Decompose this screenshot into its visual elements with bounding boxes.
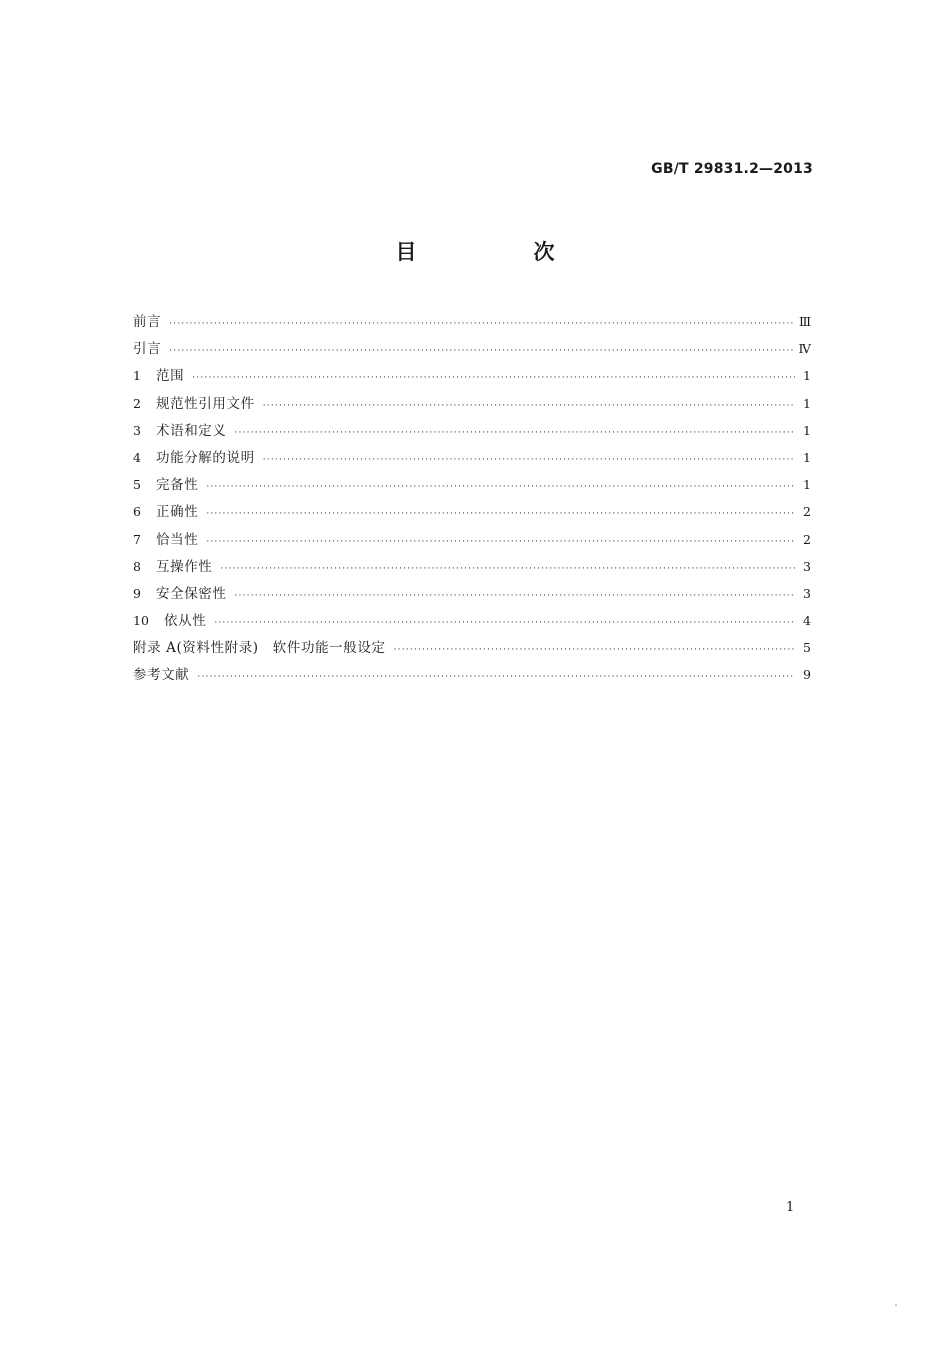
toc-dot-leader bbox=[197, 664, 795, 691]
toc-entry-page: 1 bbox=[803, 368, 811, 384]
toc-entry-number: 3 bbox=[133, 422, 141, 438]
toc-entry-number: 8 bbox=[133, 558, 141, 574]
toc-entry-label: 依从性 bbox=[164, 613, 207, 630]
toc-entry-label: 参考文献 bbox=[133, 667, 190, 684]
standard-code: GB/T 29831.2—2013 bbox=[651, 161, 813, 177]
toc-entry-page: Ⅲ bbox=[798, 314, 811, 329]
toc-dot-leader bbox=[220, 556, 795, 583]
toc-dot-leader bbox=[169, 338, 792, 365]
toc-entry-label: 正确性 bbox=[156, 504, 199, 521]
toc-entry-terms-definitions[interactable] bbox=[133, 417, 811, 444]
toc-entry-label: 前言 bbox=[133, 314, 162, 330]
toc-entry-label: 互操作性 bbox=[156, 558, 213, 575]
toc-dot-leader bbox=[394, 637, 795, 664]
toc-entry-number: 1 bbox=[133, 368, 141, 384]
toc-entry-number: 9 bbox=[133, 585, 141, 601]
toc-entry-page: 4 bbox=[803, 613, 811, 629]
toc-entry-label: 术语和定义 bbox=[156, 422, 227, 439]
toc-entry-function-decomposition[interactable] bbox=[133, 444, 811, 471]
toc-entry-normative-references[interactable] bbox=[133, 390, 811, 417]
toc-dot-leader bbox=[235, 420, 796, 447]
toc-dot-leader bbox=[192, 365, 795, 392]
toc-entry-page: 2 bbox=[803, 504, 811, 520]
toc-entry-label: 恰当性 bbox=[156, 531, 199, 548]
toc-entry-label: 完备性 bbox=[156, 477, 199, 494]
toc-entry-introduction[interactable] bbox=[133, 335, 811, 362]
toc-entry-bibliography[interactable] bbox=[133, 661, 811, 688]
toc-entry-label: 规范性引用文件 bbox=[156, 395, 255, 412]
toc-entry-number: 10 bbox=[133, 613, 149, 629]
toc-entry-security[interactable] bbox=[133, 580, 811, 607]
toc-entry-number: 6 bbox=[133, 504, 141, 520]
toc-entry-page: 1 bbox=[803, 449, 811, 465]
toc-dot-leader bbox=[206, 474, 795, 501]
toc-dot-leader bbox=[169, 311, 793, 338]
toc-entry-page: Ⅳ bbox=[798, 341, 811, 357]
toc-entry-page: 1 bbox=[803, 477, 811, 493]
toc-title: 目 次 bbox=[395, 240, 603, 264]
toc-dot-leader bbox=[263, 393, 795, 420]
toc-entry-label: 安全保密性 bbox=[156, 585, 227, 602]
toc-dot-leader bbox=[206, 529, 795, 556]
toc-entry-label: 功能分解的说明 bbox=[156, 449, 255, 466]
toc-dot-leader bbox=[206, 501, 795, 528]
toc-entry-number: 5 bbox=[133, 477, 141, 493]
scan-speck bbox=[895, 1304, 897, 1306]
toc-entry-number: 4 bbox=[133, 449, 141, 465]
toc-entry-page: 3 bbox=[803, 585, 811, 601]
toc-entry-label: 范围 bbox=[156, 368, 185, 385]
toc-entry-appropriateness[interactable] bbox=[133, 526, 811, 553]
toc-entry-appendix-a[interactable] bbox=[133, 634, 811, 661]
table-of-contents bbox=[133, 308, 811, 689]
toc-entry-foreword[interactable] bbox=[133, 308, 811, 335]
toc-entry-label: 引言 bbox=[133, 341, 162, 358]
toc-dot-leader bbox=[263, 447, 795, 474]
toc-entry-page: 5 bbox=[803, 640, 811, 656]
toc-entry-number: 2 bbox=[133, 395, 141, 411]
toc-entry-page: 2 bbox=[803, 531, 811, 547]
toc-entry-compliance[interactable] bbox=[133, 607, 811, 634]
toc-dot-leader bbox=[214, 610, 795, 637]
toc-entry-scope[interactable] bbox=[133, 362, 811, 389]
toc-entry-number: 7 bbox=[133, 531, 141, 547]
page-number: 1 bbox=[786, 1200, 795, 1215]
toc-entry-completeness[interactable] bbox=[133, 471, 811, 498]
toc-dot-leader bbox=[235, 583, 796, 610]
toc-entry-page: 1 bbox=[803, 395, 811, 411]
toc-entry-page: 3 bbox=[803, 558, 811, 574]
toc-entry-interoperability[interactable] bbox=[133, 553, 811, 580]
toc-entry-label: 附录 A(资料性附录) 软件功能一般设定 bbox=[133, 640, 386, 657]
toc-entry-page: 9 bbox=[803, 667, 811, 683]
toc-entry-page: 1 bbox=[803, 422, 811, 438]
toc-entry-correctness[interactable] bbox=[133, 498, 811, 525]
